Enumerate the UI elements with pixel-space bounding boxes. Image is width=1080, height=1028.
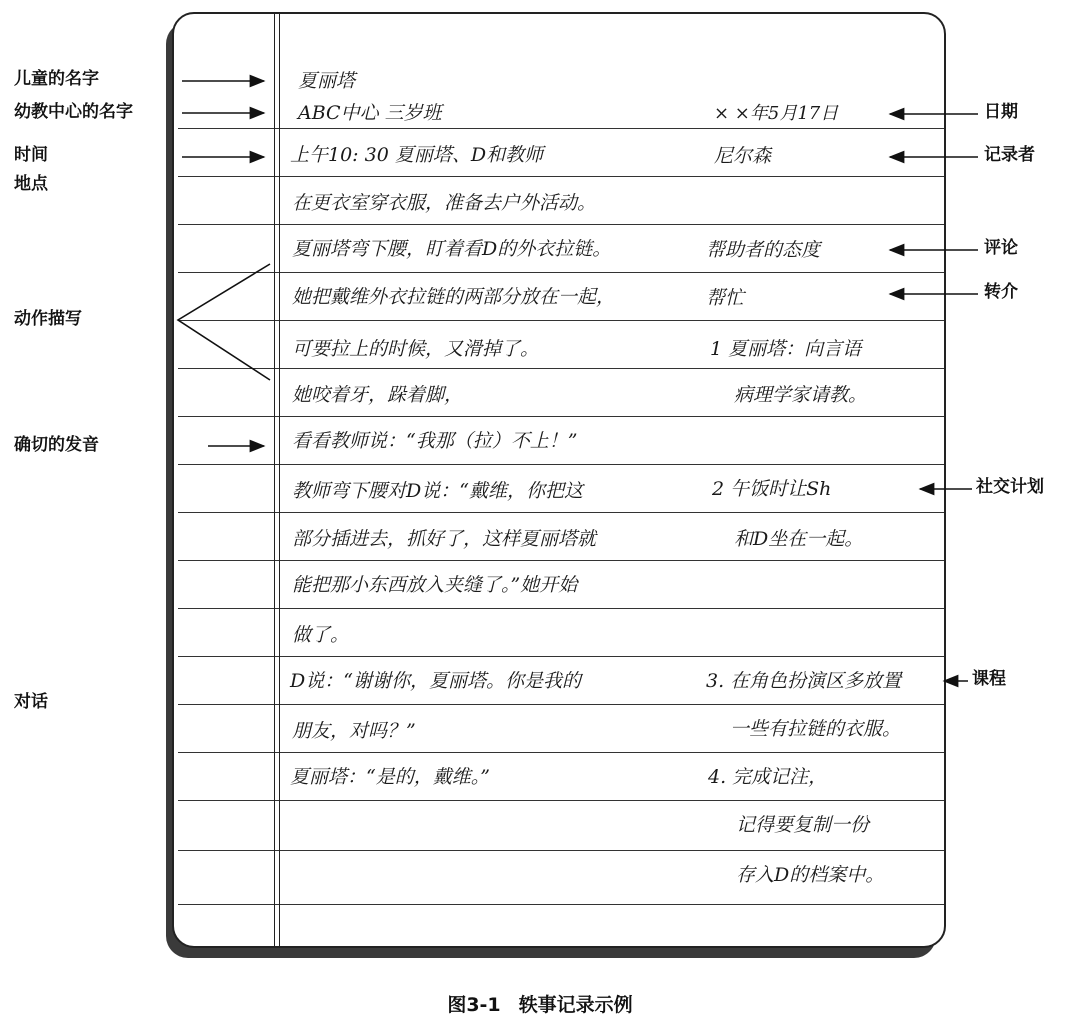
note-line: 夏丽塔弯下腰，盯着看D的外衣拉链。 xyxy=(292,238,612,260)
date-text: × ×年5月17日 xyxy=(714,103,839,124)
figure-number: 图3-1 xyxy=(447,994,501,1016)
figure-caption xyxy=(0,990,1080,1017)
label-social-plan: 社交计划 xyxy=(976,477,1044,497)
label-comment: 评论 xyxy=(984,238,1018,258)
note-line: 在更衣室穿衣服，准备去户外活动。 xyxy=(292,192,597,214)
time-place-text: 上午10: 30 夏丽塔、D和教师 xyxy=(290,144,544,166)
referral-text: 帮忙 xyxy=(706,287,745,309)
referral-note: 1 夏丽塔：向言语 xyxy=(710,338,862,360)
note-line: 部分插进去，抓好了，这样夏丽塔就 xyxy=(292,528,597,550)
note-line: 可要拉上的时候，又滑掉了。 xyxy=(292,338,540,360)
comment-text: 帮助者的态度 xyxy=(706,239,821,261)
curriculum-note: 3. 在角色扮演区多放置 xyxy=(706,670,902,692)
social-plan-note: 2 午饭时让Sh xyxy=(712,478,832,500)
follow-up-note: 记得要复制一份 xyxy=(736,814,870,836)
label-time: 时间 xyxy=(14,145,48,165)
label-center-name: 幼教中心的名字 xyxy=(14,102,133,122)
note-line: 她咬着牙，跺着脚， xyxy=(292,384,464,406)
note-line: 朋友，对吗？” xyxy=(292,720,416,742)
recorder-text: 尼尔森 xyxy=(714,145,772,167)
follow-up-note: 4. 完成记注， xyxy=(708,766,828,788)
note-line: 教师弯下腰对D说：“戴维，你把这 xyxy=(292,480,583,502)
curriculum-note: 一些有拉链的衣服。 xyxy=(730,718,902,740)
note-line: 夏丽塔：“是的，戴维。” xyxy=(290,766,490,788)
label-place: 地点 xyxy=(14,174,48,194)
note-line: 能把那小东西放入夹缝了。”她开始 xyxy=(292,574,578,596)
label-recorder: 记录者 xyxy=(984,145,1035,165)
follow-up-note: 存入D的档案中。 xyxy=(736,864,885,886)
social-plan-note: 和D坐在一起。 xyxy=(734,528,864,550)
label-curriculum: 课程 xyxy=(972,669,1006,689)
center-name-text: ABC中心 三岁班 xyxy=(298,102,442,124)
figure-title: 轶事记录示例 xyxy=(518,994,633,1016)
note-line: 看看教师说：“我那（拉）不上！” xyxy=(292,430,578,452)
note-line: 她把戴维外衣拉链的两部分放在一起， xyxy=(292,286,616,308)
referral-note: 病理学家请教。 xyxy=(734,384,868,406)
label-date: 日期 xyxy=(984,102,1018,122)
label-child-name: 儿童的名字 xyxy=(14,69,99,89)
label-referral: 转介 xyxy=(984,282,1018,302)
label-pronunciation: 确切的发音 xyxy=(14,435,99,455)
note-line: D说：“谢谢你，夏丽塔。你是我的 xyxy=(290,670,581,692)
label-action: 动作描写 xyxy=(14,309,82,329)
label-dialogue: 对话 xyxy=(14,692,48,712)
child-name-text: 夏丽塔 xyxy=(298,70,356,92)
note-line: 做了。 xyxy=(292,624,350,646)
